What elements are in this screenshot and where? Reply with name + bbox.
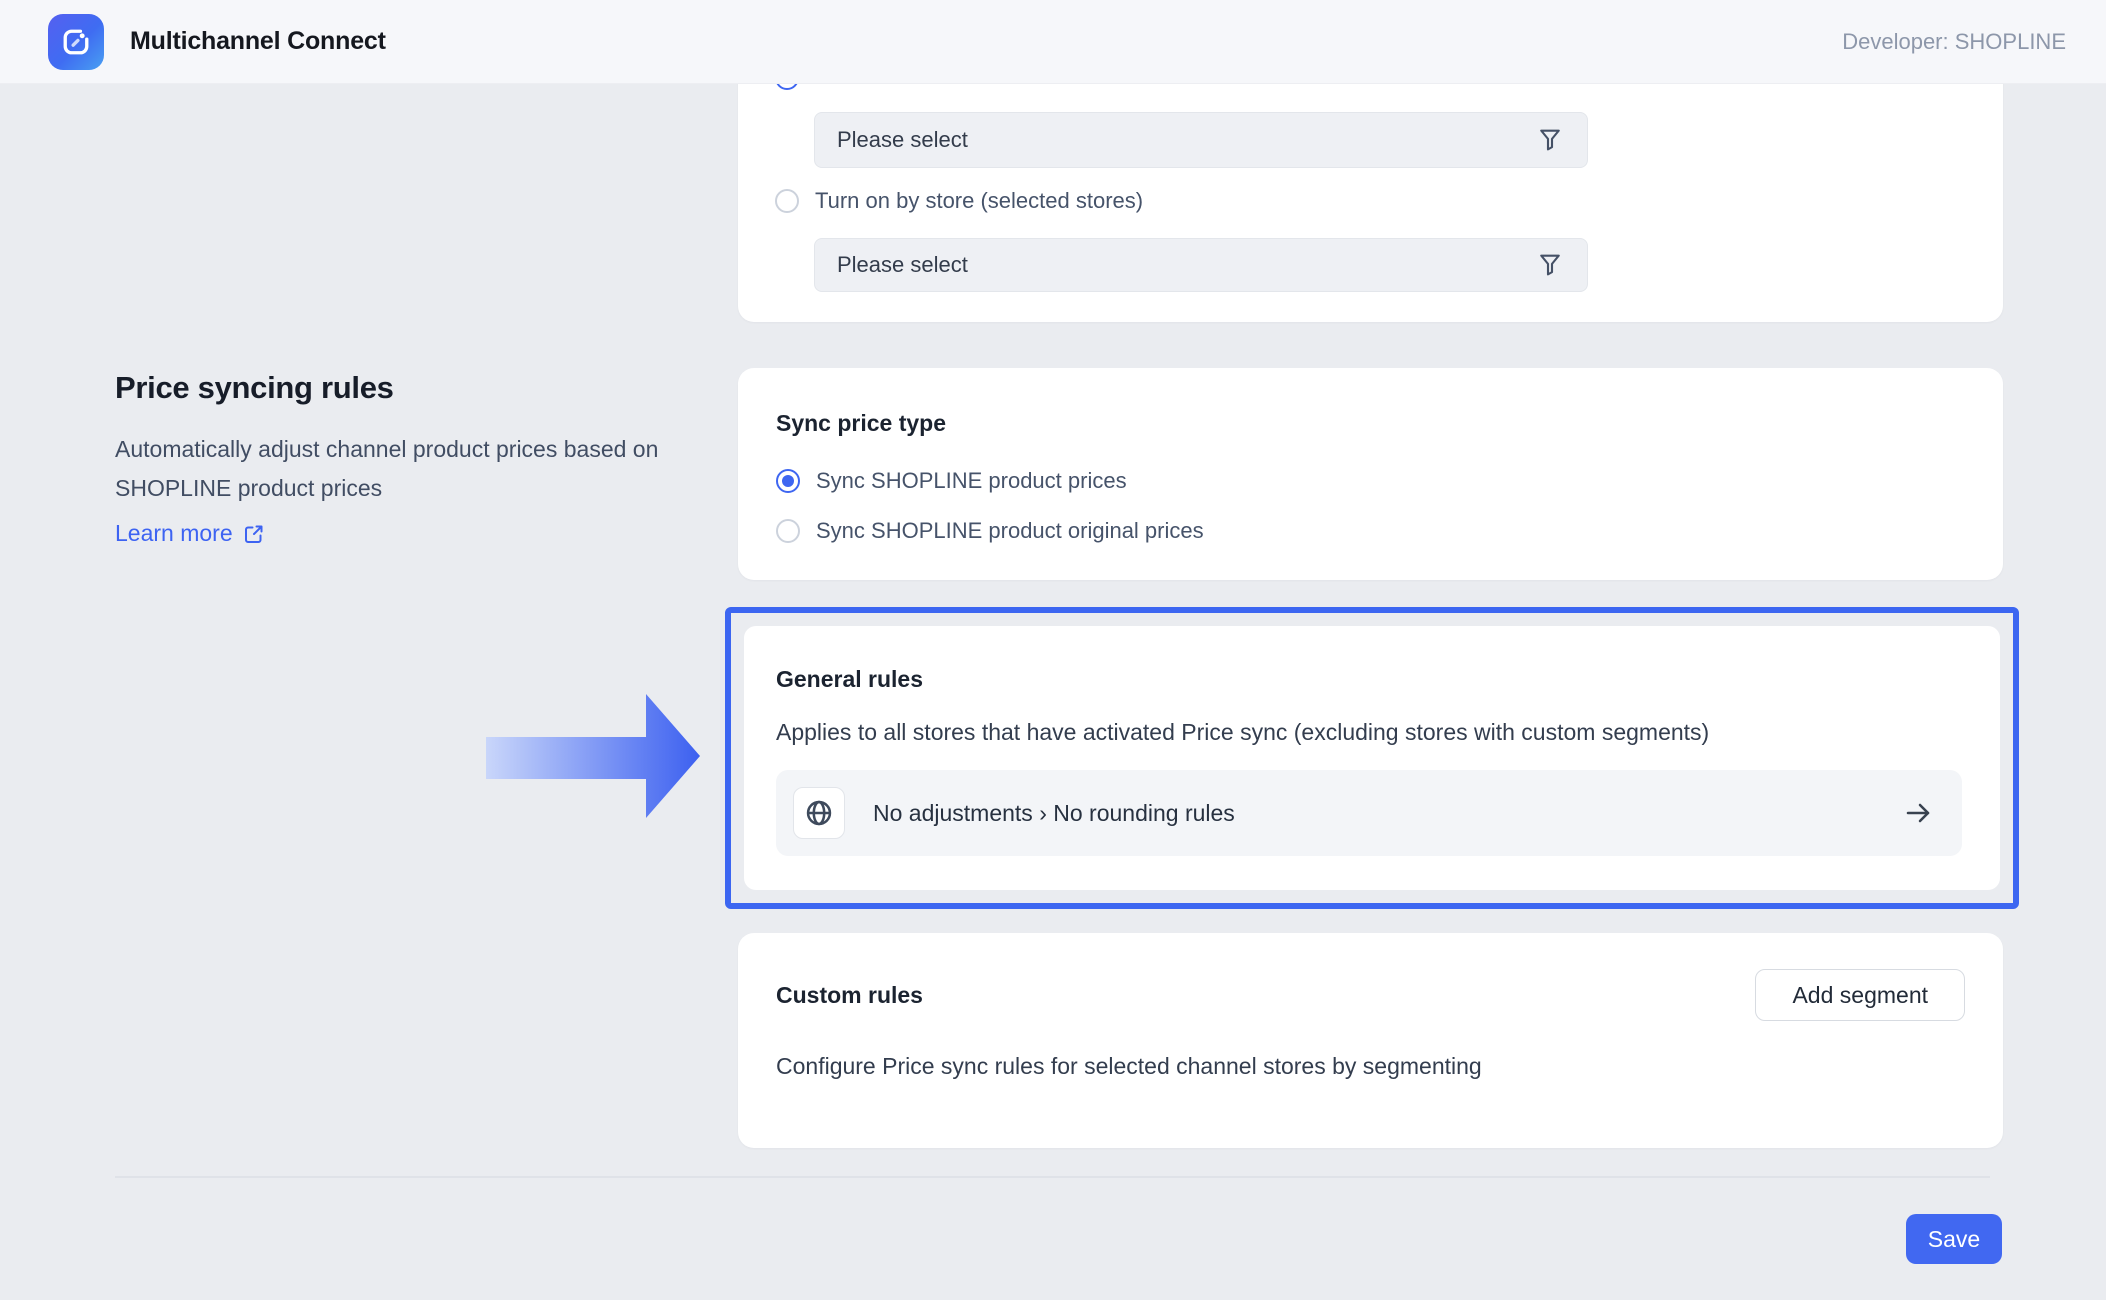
developer-label: Developer: SHOPLINE [1842, 28, 2066, 54]
arrow-right-icon [1902, 797, 1934, 829]
general-rules-card [744, 626, 2000, 890]
price-syncing-rules-info [115, 370, 695, 547]
select-placeholder: Please select [837, 252, 968, 277]
radio-sync-product-prices[interactable] [776, 469, 800, 493]
save-button[interactable]: Save [1906, 1214, 2002, 1264]
option-sync-product-prices[interactable] [776, 464, 1965, 498]
external-link-icon [242, 522, 266, 546]
learn-more-label: Learn more [115, 520, 233, 546]
general-rule-summary-row[interactable] [776, 770, 1962, 856]
radio-sync-original-prices[interactable] [776, 519, 800, 543]
store-select-1[interactable] [814, 112, 1588, 168]
app-header [0, 0, 2106, 84]
option-label: Sync SHOPLINE product prices [816, 468, 1127, 493]
annotation-arrow [486, 692, 702, 820]
sync-price-type-card [738, 368, 2003, 580]
filter-funnel-icon [1535, 125, 1565, 155]
option-label: Sync SHOPLINE product original prices [816, 518, 1204, 543]
learn-more-link[interactable] [115, 520, 266, 547]
radio-selected-stores[interactable] [775, 189, 799, 213]
custom-rules-card [738, 933, 2003, 1148]
general-rules-description: Applies to all stores that have activated Price sync (excluding stores with custom segments) [776, 719, 1710, 745]
rule-summary: No adjustments › No rounding rules [873, 799, 1235, 826]
custom-rules-description: Configure Price sync rules for selected channel stores by segmenting [776, 1053, 1482, 1079]
section-description: Automatically adjust channel product prices based on SHOPLINE product prices [115, 436, 659, 501]
option-selected-stores-label: Turn on by store (selected stores) [815, 188, 1144, 213]
option-selected-stores[interactable] [775, 188, 1143, 214]
footer-divider [115, 1176, 1990, 1178]
select-placeholder: Please select [837, 127, 968, 152]
shopline-app-icon [48, 14, 104, 70]
general-rules-title: General rules [776, 666, 924, 692]
section-title: Price syncing rules [115, 370, 394, 405]
option-sync-original-prices[interactable] [776, 514, 1965, 548]
store-select-2[interactable] [814, 238, 1588, 292]
custom-rules-title: Custom rules [776, 981, 923, 1008]
filter-funnel-icon [1535, 250, 1565, 280]
app-title: Multichannel Connect [130, 27, 386, 55]
add-segment-button[interactable]: Add segment [1755, 969, 1965, 1021]
globe-icon [793, 787, 845, 839]
sync-price-type-title: Sync price type [776, 410, 947, 436]
general-rules-highlight-outline [725, 607, 2019, 909]
